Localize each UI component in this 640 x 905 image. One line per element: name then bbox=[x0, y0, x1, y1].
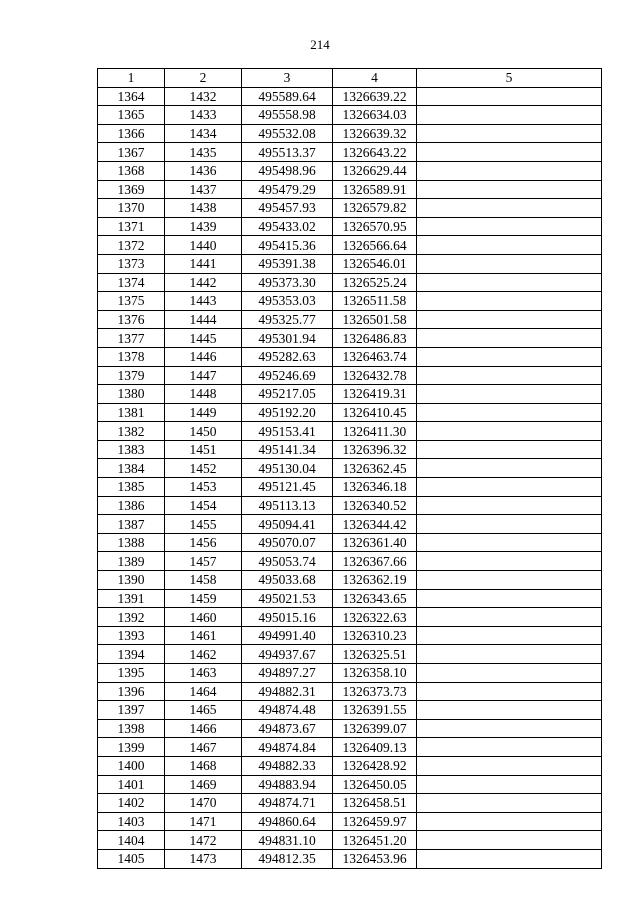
point-number-cell: 1396 bbox=[98, 682, 165, 701]
x-coordinate-cell: 494874.48 bbox=[242, 701, 333, 720]
point-number-cell: 1372 bbox=[98, 236, 165, 255]
y-coordinate-cell: 1326639.22 bbox=[333, 87, 417, 106]
y-coordinate-cell: 1326362.45 bbox=[333, 459, 417, 478]
table-row bbox=[98, 794, 602, 813]
index-cell: 1472 bbox=[165, 831, 242, 850]
index-cell: 1454 bbox=[165, 496, 242, 515]
note-cell bbox=[417, 533, 602, 552]
index-cell: 1448 bbox=[165, 385, 242, 404]
x-coordinate-cell: 495282.63 bbox=[242, 347, 333, 366]
note-cell bbox=[417, 422, 602, 441]
y-coordinate-cell: 1326629.44 bbox=[333, 161, 417, 180]
x-coordinate-cell: 495217.05 bbox=[242, 385, 333, 404]
note-cell bbox=[417, 794, 602, 813]
table-row bbox=[98, 199, 602, 218]
table-row bbox=[98, 459, 602, 478]
point-number-cell: 1375 bbox=[98, 292, 165, 311]
index-cell: 1464 bbox=[165, 682, 242, 701]
index-cell: 1433 bbox=[165, 106, 242, 125]
note-cell bbox=[417, 812, 602, 831]
table-row bbox=[98, 329, 602, 348]
table-row bbox=[98, 236, 602, 255]
note-cell bbox=[417, 403, 602, 422]
point-number-cell: 1376 bbox=[98, 310, 165, 329]
table-row bbox=[98, 589, 602, 608]
point-number-cell: 1395 bbox=[98, 664, 165, 683]
point-number-cell: 1394 bbox=[98, 645, 165, 664]
index-cell: 1440 bbox=[165, 236, 242, 255]
note-cell bbox=[417, 571, 602, 590]
point-number-cell: 1379 bbox=[98, 366, 165, 385]
point-number-cell: 1405 bbox=[98, 849, 165, 868]
index-cell: 1460 bbox=[165, 608, 242, 627]
index-cell: 1450 bbox=[165, 422, 242, 441]
x-coordinate-cell: 495070.07 bbox=[242, 533, 333, 552]
note-cell bbox=[417, 775, 602, 794]
note-cell bbox=[417, 756, 602, 775]
point-number-cell: 1371 bbox=[98, 217, 165, 236]
table-row bbox=[98, 273, 602, 292]
table-row bbox=[98, 422, 602, 441]
y-coordinate-cell: 1326501.58 bbox=[333, 310, 417, 329]
y-coordinate-cell: 1326411.30 bbox=[333, 422, 417, 441]
point-number-cell: 1398 bbox=[98, 719, 165, 738]
table-row bbox=[98, 756, 602, 775]
column-header-3: 3 bbox=[242, 69, 333, 88]
x-coordinate-cell: 495457.93 bbox=[242, 199, 333, 218]
y-coordinate-cell: 1326362.19 bbox=[333, 571, 417, 590]
point-number-cell: 1374 bbox=[98, 273, 165, 292]
y-coordinate-cell: 1326579.82 bbox=[333, 199, 417, 218]
index-cell: 1467 bbox=[165, 738, 242, 757]
index-cell: 1468 bbox=[165, 756, 242, 775]
note-cell bbox=[417, 273, 602, 292]
note-cell bbox=[417, 719, 602, 738]
table-row bbox=[98, 440, 602, 459]
y-coordinate-cell: 1326566.64 bbox=[333, 236, 417, 255]
note-cell bbox=[417, 199, 602, 218]
table-row bbox=[98, 552, 602, 571]
y-coordinate-cell: 1326399.07 bbox=[333, 719, 417, 738]
y-coordinate-cell: 1326409.13 bbox=[333, 738, 417, 757]
note-cell bbox=[417, 385, 602, 404]
table-row bbox=[98, 161, 602, 180]
x-coordinate-cell: 495498.96 bbox=[242, 161, 333, 180]
note-cell bbox=[417, 738, 602, 757]
y-coordinate-cell: 1326396.32 bbox=[333, 440, 417, 459]
x-coordinate-cell: 494873.67 bbox=[242, 719, 333, 738]
table-row bbox=[98, 217, 602, 236]
x-coordinate-cell: 495532.08 bbox=[242, 124, 333, 143]
note-cell bbox=[417, 329, 602, 348]
note-cell bbox=[417, 849, 602, 868]
index-cell: 1447 bbox=[165, 366, 242, 385]
y-coordinate-cell: 1326344.42 bbox=[333, 515, 417, 534]
x-coordinate-cell: 494937.67 bbox=[242, 645, 333, 664]
table-row bbox=[98, 366, 602, 385]
y-coordinate-cell: 1326459.97 bbox=[333, 812, 417, 831]
y-coordinate-cell: 1326432.78 bbox=[333, 366, 417, 385]
table-row bbox=[98, 812, 602, 831]
header-row bbox=[98, 69, 602, 88]
y-coordinate-cell: 1326343.65 bbox=[333, 589, 417, 608]
note-cell bbox=[417, 347, 602, 366]
note-cell bbox=[417, 180, 602, 199]
note-cell bbox=[417, 366, 602, 385]
y-coordinate-cell: 1326450.05 bbox=[333, 775, 417, 794]
page-number: 214 bbox=[310, 37, 330, 52]
index-cell: 1458 bbox=[165, 571, 242, 590]
table-row bbox=[98, 664, 602, 683]
x-coordinate-cell: 495141.34 bbox=[242, 440, 333, 459]
y-coordinate-cell: 1326367.66 bbox=[333, 552, 417, 571]
x-coordinate-cell: 495373.30 bbox=[242, 273, 333, 292]
y-coordinate-cell: 1326570.95 bbox=[333, 217, 417, 236]
index-cell: 1449 bbox=[165, 403, 242, 422]
index-cell: 1451 bbox=[165, 440, 242, 459]
point-number-cell: 1386 bbox=[98, 496, 165, 515]
x-coordinate-cell: 495021.53 bbox=[242, 589, 333, 608]
table-row bbox=[98, 608, 602, 627]
table-row bbox=[98, 571, 602, 590]
index-cell: 1437 bbox=[165, 180, 242, 199]
table-row bbox=[98, 849, 602, 868]
x-coordinate-cell: 495353.03 bbox=[242, 292, 333, 311]
x-coordinate-cell: 495053.74 bbox=[242, 552, 333, 571]
index-cell: 1438 bbox=[165, 199, 242, 218]
note-cell bbox=[417, 236, 602, 255]
point-number-cell: 1399 bbox=[98, 738, 165, 757]
x-coordinate-cell: 495094.41 bbox=[242, 515, 333, 534]
table-row bbox=[98, 478, 602, 497]
table-row bbox=[98, 831, 602, 850]
point-number-cell: 1383 bbox=[98, 440, 165, 459]
note-cell bbox=[417, 645, 602, 664]
point-number-cell: 1391 bbox=[98, 589, 165, 608]
table-row bbox=[98, 533, 602, 552]
x-coordinate-cell: 495192.20 bbox=[242, 403, 333, 422]
table-row bbox=[98, 515, 602, 534]
x-coordinate-cell: 495589.64 bbox=[242, 87, 333, 106]
table-row bbox=[98, 682, 602, 701]
index-cell: 1444 bbox=[165, 310, 242, 329]
note-cell bbox=[417, 254, 602, 273]
point-number-cell: 1389 bbox=[98, 552, 165, 571]
table-row bbox=[98, 180, 602, 199]
point-number-cell: 1377 bbox=[98, 329, 165, 348]
table-row bbox=[98, 738, 602, 757]
x-coordinate-cell: 495325.77 bbox=[242, 310, 333, 329]
y-coordinate-cell: 1326589.91 bbox=[333, 180, 417, 199]
y-coordinate-cell: 1326358.10 bbox=[333, 664, 417, 683]
x-coordinate-cell: 495113.13 bbox=[242, 496, 333, 515]
note-cell bbox=[417, 440, 602, 459]
x-coordinate-cell: 494831.10 bbox=[242, 831, 333, 850]
x-coordinate-cell: 494883.94 bbox=[242, 775, 333, 794]
index-cell: 1435 bbox=[165, 143, 242, 162]
y-coordinate-cell: 1326346.18 bbox=[333, 478, 417, 497]
point-number-cell: 1384 bbox=[98, 459, 165, 478]
y-coordinate-cell: 1326428.92 bbox=[333, 756, 417, 775]
note-cell bbox=[417, 217, 602, 236]
y-coordinate-cell: 1326361.40 bbox=[333, 533, 417, 552]
index-cell: 1466 bbox=[165, 719, 242, 738]
table-row bbox=[98, 645, 602, 664]
x-coordinate-cell: 495121.45 bbox=[242, 478, 333, 497]
note-cell bbox=[417, 124, 602, 143]
y-coordinate-cell: 1326511.58 bbox=[333, 292, 417, 311]
point-number-cell: 1368 bbox=[98, 161, 165, 180]
index-cell: 1470 bbox=[165, 794, 242, 813]
x-coordinate-cell: 495130.04 bbox=[242, 459, 333, 478]
y-coordinate-cell: 1326634.03 bbox=[333, 106, 417, 125]
y-coordinate-cell: 1326410.45 bbox=[333, 403, 417, 422]
x-coordinate-cell: 495433.02 bbox=[242, 217, 333, 236]
x-coordinate-cell: 494874.84 bbox=[242, 738, 333, 757]
y-coordinate-cell: 1326373.73 bbox=[333, 682, 417, 701]
index-cell: 1452 bbox=[165, 459, 242, 478]
x-coordinate-cell: 494882.31 bbox=[242, 682, 333, 701]
y-coordinate-cell: 1326453.96 bbox=[333, 849, 417, 868]
column-header-4: 4 bbox=[333, 69, 417, 88]
index-cell: 1471 bbox=[165, 812, 242, 831]
point-number-cell: 1381 bbox=[98, 403, 165, 422]
index-cell: 1441 bbox=[165, 254, 242, 273]
table-row bbox=[98, 626, 602, 645]
index-cell: 1434 bbox=[165, 124, 242, 143]
point-number-cell: 1382 bbox=[98, 422, 165, 441]
column-header-5: 5 bbox=[417, 69, 602, 88]
column-header-1: 1 bbox=[98, 69, 165, 88]
x-coordinate-cell: 495558.98 bbox=[242, 106, 333, 125]
table-row bbox=[98, 310, 602, 329]
point-number-cell: 1365 bbox=[98, 106, 165, 125]
y-coordinate-cell: 1326546.01 bbox=[333, 254, 417, 273]
note-cell bbox=[417, 496, 602, 515]
point-number-cell: 1373 bbox=[98, 254, 165, 273]
note-cell bbox=[417, 589, 602, 608]
table-row bbox=[98, 403, 602, 422]
note-cell bbox=[417, 292, 602, 311]
coordinates-table bbox=[97, 68, 602, 869]
index-cell: 1455 bbox=[165, 515, 242, 534]
index-cell: 1436 bbox=[165, 161, 242, 180]
x-coordinate-cell: 495033.68 bbox=[242, 571, 333, 590]
note-cell bbox=[417, 664, 602, 683]
point-number-cell: 1397 bbox=[98, 701, 165, 720]
y-coordinate-cell: 1326322.63 bbox=[333, 608, 417, 627]
y-coordinate-cell: 1326391.55 bbox=[333, 701, 417, 720]
note-cell bbox=[417, 626, 602, 645]
y-coordinate-cell: 1326325.51 bbox=[333, 645, 417, 664]
table-row bbox=[98, 385, 602, 404]
table-header bbox=[98, 69, 602, 88]
table-row bbox=[98, 701, 602, 720]
index-cell: 1439 bbox=[165, 217, 242, 236]
table-row bbox=[98, 775, 602, 794]
point-number-cell: 1404 bbox=[98, 831, 165, 850]
table-body bbox=[98, 87, 602, 868]
x-coordinate-cell: 494812.35 bbox=[242, 849, 333, 868]
x-coordinate-cell: 495415.36 bbox=[242, 236, 333, 255]
x-coordinate-cell: 494991.40 bbox=[242, 626, 333, 645]
note-cell bbox=[417, 478, 602, 497]
x-coordinate-cell: 494897.27 bbox=[242, 664, 333, 683]
point-number-cell: 1403 bbox=[98, 812, 165, 831]
index-cell: 1463 bbox=[165, 664, 242, 683]
table-row bbox=[98, 292, 602, 311]
note-cell bbox=[417, 515, 602, 534]
table-row bbox=[98, 124, 602, 143]
point-number-cell: 1388 bbox=[98, 533, 165, 552]
y-coordinate-cell: 1326639.32 bbox=[333, 124, 417, 143]
y-coordinate-cell: 1326643.22 bbox=[333, 143, 417, 162]
note-cell bbox=[417, 552, 602, 571]
index-cell: 1445 bbox=[165, 329, 242, 348]
point-number-cell: 1367 bbox=[98, 143, 165, 162]
point-number-cell: 1387 bbox=[98, 515, 165, 534]
note-cell bbox=[417, 143, 602, 162]
point-number-cell: 1402 bbox=[98, 794, 165, 813]
x-coordinate-cell: 495513.37 bbox=[242, 143, 333, 162]
index-cell: 1457 bbox=[165, 552, 242, 571]
point-number-cell: 1400 bbox=[98, 756, 165, 775]
y-coordinate-cell: 1326451.20 bbox=[333, 831, 417, 850]
point-number-cell: 1378 bbox=[98, 347, 165, 366]
point-number-cell: 1364 bbox=[98, 87, 165, 106]
point-number-cell: 1366 bbox=[98, 124, 165, 143]
note-cell bbox=[417, 608, 602, 627]
table-row bbox=[98, 496, 602, 515]
x-coordinate-cell: 494860.64 bbox=[242, 812, 333, 831]
note-cell bbox=[417, 701, 602, 720]
index-cell: 1446 bbox=[165, 347, 242, 366]
x-coordinate-cell: 495301.94 bbox=[242, 329, 333, 348]
point-number-cell: 1390 bbox=[98, 571, 165, 590]
table-row bbox=[98, 87, 602, 106]
index-cell: 1443 bbox=[165, 292, 242, 311]
point-number-cell: 1393 bbox=[98, 626, 165, 645]
index-cell: 1469 bbox=[165, 775, 242, 794]
note-cell bbox=[417, 87, 602, 106]
x-coordinate-cell: 495246.69 bbox=[242, 366, 333, 385]
table-row bbox=[98, 719, 602, 738]
note-cell bbox=[417, 106, 602, 125]
x-coordinate-cell: 495391.38 bbox=[242, 254, 333, 273]
index-cell: 1459 bbox=[165, 589, 242, 608]
point-number-cell: 1385 bbox=[98, 478, 165, 497]
point-number-cell: 1380 bbox=[98, 385, 165, 404]
index-cell: 1461 bbox=[165, 626, 242, 645]
y-coordinate-cell: 1326310.23 bbox=[333, 626, 417, 645]
y-coordinate-cell: 1326486.83 bbox=[333, 329, 417, 348]
note-cell bbox=[417, 310, 602, 329]
index-cell: 1456 bbox=[165, 533, 242, 552]
x-coordinate-cell: 495015.16 bbox=[242, 608, 333, 627]
x-coordinate-cell: 495479.29 bbox=[242, 180, 333, 199]
y-coordinate-cell: 1326340.52 bbox=[333, 496, 417, 515]
table-row bbox=[98, 106, 602, 125]
table-row bbox=[98, 347, 602, 366]
x-coordinate-cell: 494874.71 bbox=[242, 794, 333, 813]
y-coordinate-cell: 1326463.74 bbox=[333, 347, 417, 366]
table-row bbox=[98, 254, 602, 273]
point-number-cell: 1392 bbox=[98, 608, 165, 627]
table-row bbox=[98, 143, 602, 162]
index-cell: 1462 bbox=[165, 645, 242, 664]
index-cell: 1465 bbox=[165, 701, 242, 720]
point-number-cell: 1370 bbox=[98, 199, 165, 218]
note-cell bbox=[417, 682, 602, 701]
x-coordinate-cell: 495153.41 bbox=[242, 422, 333, 441]
point-number-cell: 1401 bbox=[98, 775, 165, 794]
x-coordinate-cell: 494882.33 bbox=[242, 756, 333, 775]
index-cell: 1442 bbox=[165, 273, 242, 292]
note-cell bbox=[417, 459, 602, 478]
index-cell: 1453 bbox=[165, 478, 242, 497]
column-header-2: 2 bbox=[165, 69, 242, 88]
y-coordinate-cell: 1326419.31 bbox=[333, 385, 417, 404]
y-coordinate-cell: 1326458.51 bbox=[333, 794, 417, 813]
point-number-cell: 1369 bbox=[98, 180, 165, 199]
index-cell: 1432 bbox=[165, 87, 242, 106]
note-cell bbox=[417, 161, 602, 180]
index-cell: 1473 bbox=[165, 849, 242, 868]
note-cell bbox=[417, 831, 602, 850]
y-coordinate-cell: 1326525.24 bbox=[333, 273, 417, 292]
